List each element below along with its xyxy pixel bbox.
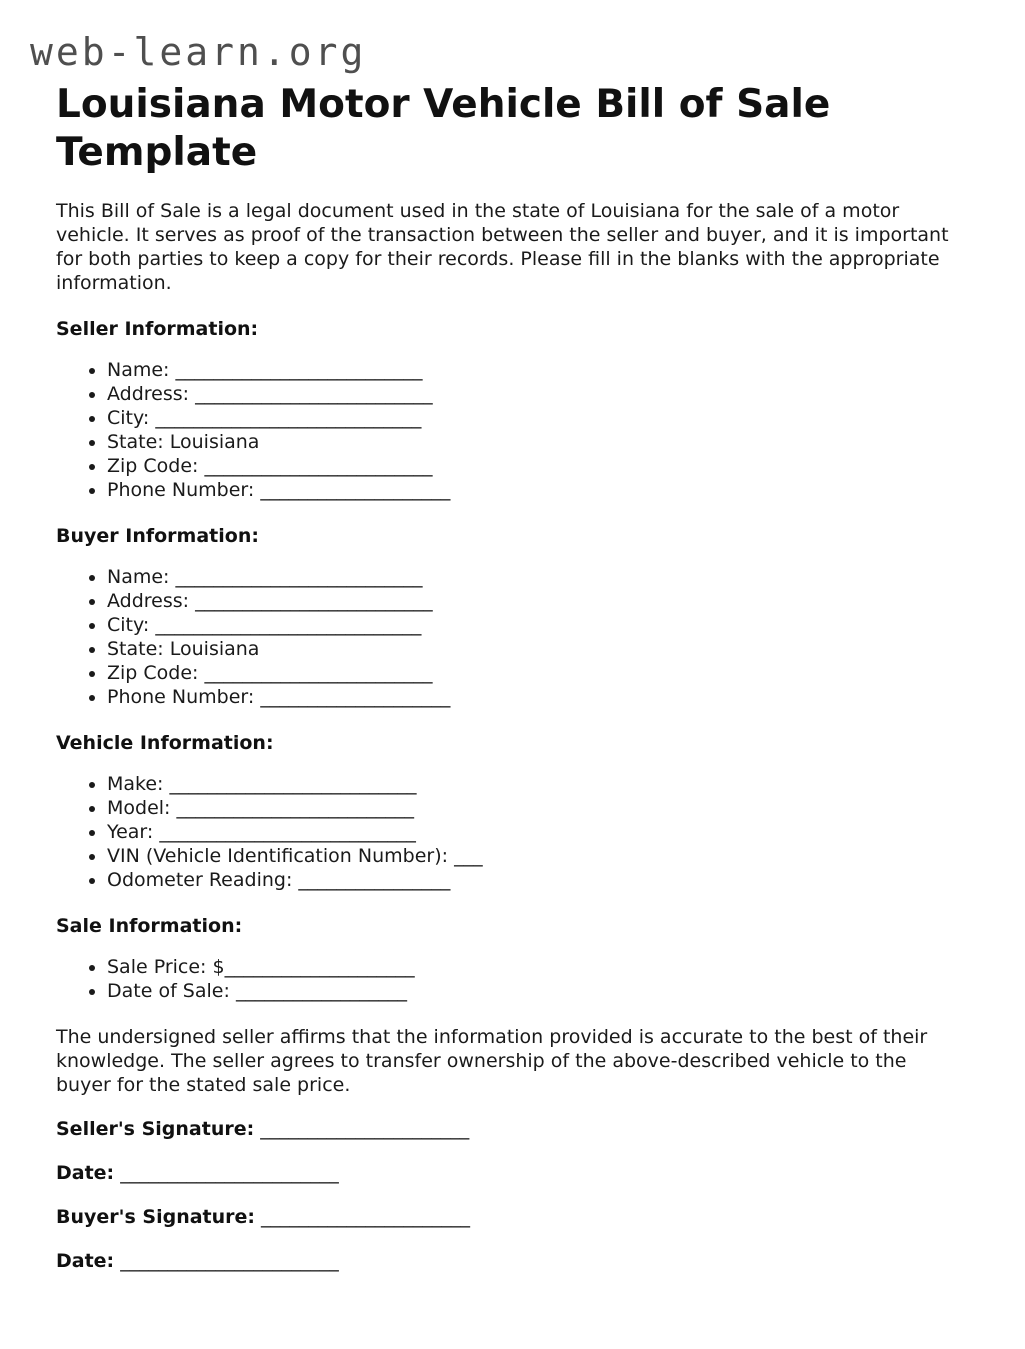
field-row-vehicle-make — [107, 772, 967, 796]
section-sale-information — [56, 914, 967, 1003]
blank-line: $____________________ — [212, 956, 415, 978]
blank-line: _________________________ — [195, 590, 433, 612]
seller-date-label: Date: — [56, 1162, 115, 1184]
intro-paragraph: This Bill of Sale is a legal document used in the state of Louisiana for the sale of a motor vehicle. It serves as proof of the transaction between the seller and buyer, and it is important for both parties to keep a copy for their records. Please fill in the blanks with the appropriate information. — [56, 200, 949, 294]
blank-line: ____________________ — [260, 479, 451, 501]
field-label: Zip Code: — [107, 662, 199, 684]
field-label: State: — [107, 638, 164, 660]
field-row-vehicle-odometer — [107, 868, 967, 892]
field-row-buyer-city — [107, 613, 967, 637]
seller-signature-row — [56, 1117, 967, 1141]
field-label: City: — [107, 614, 150, 636]
field-row-seller-state — [107, 430, 967, 454]
field-label: Name: — [107, 566, 170, 588]
seller-date-row — [56, 1161, 967, 1185]
field-row-vehicle-year — [107, 820, 967, 844]
field-label: Date of Sale: — [107, 980, 230, 1002]
blank-line: ______________________ — [260, 1118, 470, 1140]
field-row-vehicle-vin — [107, 844, 967, 868]
blank-line: _________________________ — [195, 383, 433, 405]
affirmation-paragraph: The undersigned seller affirms that the information provided is accurate to the best of their knowledge. The seller agrees to transfer ownership of the above-described vehicle to the buyer for the stated sale price. — [56, 1026, 928, 1096]
field-row-sale-price — [107, 955, 967, 979]
blank-line: ____________________ — [260, 686, 451, 708]
section-heading-seller: Seller Information: — [56, 318, 259, 340]
field-label: Phone Number: — [107, 479, 255, 501]
blank-line: ________________________ — [204, 455, 433, 477]
field-value: Louisiana — [169, 638, 260, 660]
field-row-vehicle-model — [107, 796, 967, 820]
field-label: Model: — [107, 797, 171, 819]
field-label: Year: — [107, 821, 154, 843]
blank-line: _______________________ — [120, 1250, 339, 1272]
field-label: Address: — [107, 590, 190, 612]
field-label: Zip Code: — [107, 455, 199, 477]
field-label: Make: — [107, 773, 164, 795]
field-row-buyer-state — [107, 637, 967, 661]
section-seller-information — [56, 317, 967, 502]
vehicle-field-list — [56, 772, 967, 892]
buyer-date-label: Date: — [56, 1250, 115, 1272]
blank-line: __________________________ — [175, 359, 423, 381]
field-label: Odometer Reading: — [107, 869, 293, 891]
field-label: Name: — [107, 359, 170, 381]
section-heading-buyer: Buyer Information: — [56, 525, 259, 547]
field-label: VIN (Vehicle Identification Number): — [107, 845, 449, 867]
buyer-signature-row — [56, 1205, 967, 1229]
buyer-field-list — [56, 565, 967, 709]
section-vehicle-information — [56, 731, 967, 892]
section-buyer-information — [56, 524, 967, 709]
field-label: City: — [107, 407, 150, 429]
blank-line: ________________ — [298, 869, 451, 891]
field-row-seller-name — [107, 358, 967, 382]
blank-line: _________________________ — [176, 797, 414, 819]
page-title: Louisiana Motor Vehicle Bill of Sale Template — [56, 82, 831, 175]
section-heading-vehicle: Vehicle Information: — [56, 732, 274, 754]
field-row-seller-city — [107, 406, 967, 430]
field-row-buyer-address — [107, 589, 967, 613]
blank-line: ___________________________ — [159, 821, 416, 843]
field-row-seller-zip — [107, 454, 967, 478]
blank-line: __________________ — [235, 980, 407, 1002]
field-label: State: — [107, 431, 164, 453]
site-brand: web-learn.org — [30, 30, 367, 74]
blank-line: __________________________ — [169, 773, 417, 795]
field-value: Louisiana — [169, 431, 260, 453]
field-label: Sale Price: — [107, 956, 207, 978]
blank-line: __________________________ — [175, 566, 423, 588]
field-row-buyer-zip — [107, 661, 967, 685]
section-heading-sale: Sale Information: — [56, 915, 243, 937]
blank-line: ____________________________ — [155, 407, 422, 429]
field-row-seller-phone — [107, 478, 967, 502]
blank-line: _______________________ — [120, 1162, 339, 1184]
field-label: Phone Number: — [107, 686, 255, 708]
blank-line: ______________________ — [261, 1206, 471, 1228]
seller-signature-label: Seller's Signature: — [56, 1118, 255, 1140]
blank-line: ________________________ — [204, 662, 433, 684]
field-row-seller-address — [107, 382, 967, 406]
field-label: Address: — [107, 383, 190, 405]
blank-line: ____________________________ — [155, 614, 422, 636]
buyer-date-row — [56, 1249, 967, 1273]
seller-field-list — [56, 358, 967, 502]
buyer-signature-label: Buyer's Signature: — [56, 1206, 255, 1228]
field-row-buyer-name — [107, 565, 967, 589]
blank-line: ___ — [454, 845, 483, 867]
sale-field-list — [56, 955, 967, 1003]
field-row-date-of-sale — [107, 979, 967, 1003]
field-row-buyer-phone — [107, 685, 967, 709]
